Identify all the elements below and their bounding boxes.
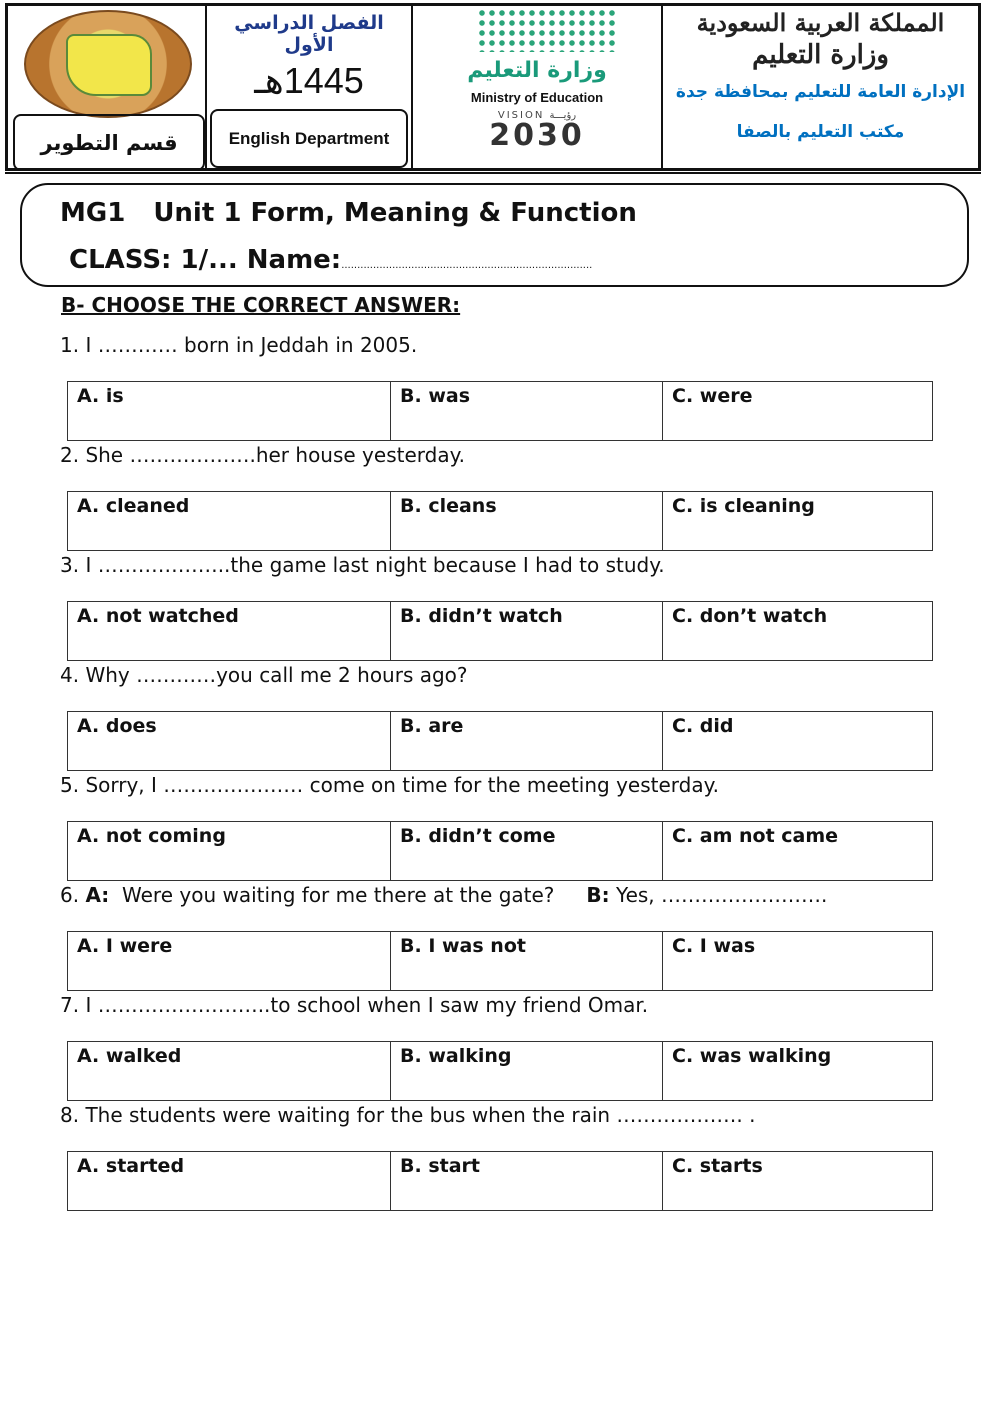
class-name-line	[69, 245, 592, 275]
option-c[interactable]: C. am not came	[672, 825, 839, 847]
option-a[interactable]: A. walked	[68, 1042, 391, 1100]
question-6-a-label: A:	[85, 883, 110, 907]
option-a[interactable]: A. I were	[68, 932, 391, 990]
options-row	[67, 821, 933, 881]
options-row	[67, 381, 933, 441]
question-5: 5. Sorry, I ………………… come on time for the meeting yesterday.	[60, 773, 719, 797]
english-department: English Department	[210, 109, 408, 168]
option-c[interactable]: C. were	[672, 385, 753, 407]
option-a[interactable]: A. not watched	[68, 602, 391, 660]
question-6-num: 6.	[60, 883, 86, 907]
options-row	[67, 601, 933, 661]
options-row	[67, 711, 933, 771]
option-b[interactable]: B. didn’t come	[391, 822, 663, 880]
options-row	[67, 1041, 933, 1101]
option-a[interactable]: A. not coming	[68, 822, 391, 880]
vision-year: 2030	[489, 118, 585, 153]
unit-title: Unit 1 Form, Meaning & Function	[153, 198, 637, 228]
ministry-arabic: وزارة التعليم	[467, 58, 607, 83]
hijri-year: 1445هـ	[254, 60, 364, 101]
directorate: الإدارة العامة للتعليم بمحافظة جدة	[675, 82, 966, 102]
dept-arabic: قسم التطوير	[13, 114, 205, 171]
ministry-calligraphy: وزارة التعليم	[752, 40, 889, 70]
vision-label: VISION رؤيـــة	[497, 110, 577, 121]
kingdom-calligraphy: المملكة العربية السعودية	[696, 8, 945, 37]
question-1: 1. I ………… born in Jeddah in 2005.	[60, 333, 418, 357]
name-field[interactable]: ...............................................................................	[341, 260, 593, 271]
question-6	[60, 883, 827, 907]
options-row	[67, 1151, 933, 1211]
question-8: 8. The students were waiting for the bus when the rain ………………. .	[60, 1103, 756, 1127]
section-heading: B- CHOOSE THE CORRECT ANSWER:	[61, 293, 461, 317]
question-4: 4. Why …………you call me 2 hours ago?	[60, 663, 468, 687]
question-6-a-text: Were you waiting for me there at the gate?	[109, 883, 555, 907]
option-b[interactable]: B. walking	[391, 1042, 663, 1100]
option-b[interactable]: B. cleans	[391, 492, 663, 550]
option-b[interactable]: B. was	[391, 382, 663, 440]
semester-cell	[207, 6, 413, 168]
option-b[interactable]: B. didn’t watch	[391, 602, 663, 660]
option-c[interactable]: C. was walking	[672, 1045, 832, 1067]
question-7: 7. I ……………………..to school when I saw my friend Omar.	[60, 993, 649, 1017]
ministry-logo-dots	[477, 8, 619, 52]
option-a[interactable]: A. does	[68, 712, 391, 770]
option-c[interactable]: C. don’t watch	[672, 605, 828, 627]
semester: الفصل الدراسي الأول	[234, 12, 384, 56]
letterhead	[5, 3, 981, 171]
worksheet-title	[60, 198, 665, 228]
option-c[interactable]: C. is cleaning	[672, 495, 815, 517]
class-label: CLASS: 1/... Name:	[69, 245, 342, 275]
question-3: 3. I ………………..the game last night because I had to study.	[60, 553, 665, 577]
option-a[interactable]: A. cleaned	[68, 492, 391, 550]
options-row	[67, 491, 933, 551]
option-a[interactable]: A. is	[68, 382, 391, 440]
option-c[interactable]: C. did	[672, 715, 734, 737]
question-6-b-label: B:	[586, 883, 610, 907]
ministry-english: Ministry of Education	[470, 90, 604, 105]
option-b[interactable]: B. start	[391, 1152, 663, 1210]
option-b[interactable]: B. I was not	[391, 932, 663, 990]
option-c[interactable]: C. starts	[672, 1155, 763, 1177]
course-code: MG1	[60, 198, 126, 228]
question-2: 2. She ……………….her house yesterday.	[60, 443, 465, 467]
school-logo	[24, 10, 192, 118]
office: مكتب التعليم بالصفا	[736, 122, 905, 142]
options-row	[67, 931, 933, 991]
directorate-cell	[663, 6, 978, 168]
question-6-b-text: Yes, …………………….	[609, 883, 828, 907]
option-c[interactable]: C. I was	[672, 935, 756, 957]
option-b[interactable]: B. are	[391, 712, 663, 770]
option-a[interactable]: A. started	[68, 1152, 391, 1210]
ministry-cell	[413, 6, 663, 168]
school-cell	[8, 6, 207, 168]
